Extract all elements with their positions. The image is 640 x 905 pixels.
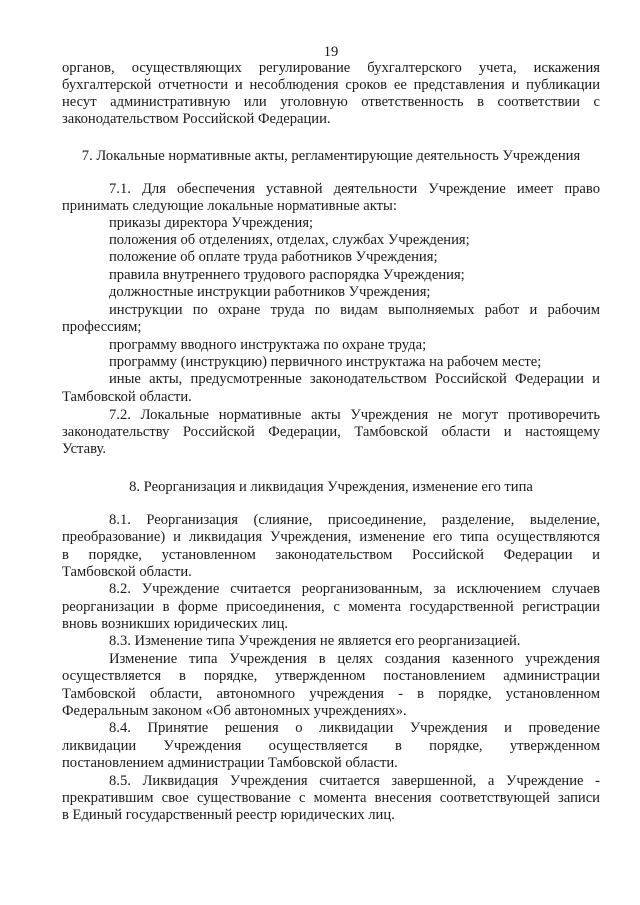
text-line: законодательству Российской Федерации, Тамбовской области и настоящему bbox=[62, 424, 600, 440]
text-line: ликвидации Учреждения осуществляется в порядке, утвержденном bbox=[62, 738, 600, 754]
text-line: Тамбовской области. bbox=[62, 564, 192, 580]
text-line: постановлением администрации Тамбовской области. bbox=[62, 755, 398, 771]
text-line: правила внутреннего трудового распорядка Учреждения; bbox=[109, 267, 465, 283]
page-number: 19 bbox=[323, 44, 339, 60]
text-line: преобразование) и ликвидация Учреждения, изменение его типа осуществляются bbox=[62, 529, 600, 545]
text-line: иные акты, предусмотренные законодательством Российской Федерации и bbox=[109, 371, 600, 387]
text-line: инструкции по охране труда по видам выполняемых работ и рабочим bbox=[109, 302, 600, 318]
text-line: 8.5. Ликвидация Учреждения считается завершенной, а Учреждение - bbox=[109, 773, 600, 789]
text-line: должностные инструкции работников Учреждения; bbox=[109, 284, 431, 300]
text-line: 7.1. Для обеспечения уставной деятельности Учреждение имеет право bbox=[109, 181, 600, 197]
text-line: 8.4. Принятие решения о ликвидации Учреждения и проведение bbox=[109, 720, 600, 736]
text-line: профессиям; bbox=[62, 319, 142, 335]
text-line: вновь возникших юридических лиц. bbox=[62, 616, 289, 632]
text-line: Федеральным законом «Об автономных учреждениях». bbox=[62, 703, 407, 719]
section-heading: 7. Локальные нормативные акты, регламентирующие деятельность Учреждения bbox=[81, 148, 581, 164]
text-line: Изменение типа Учреждения в целях создания казенного учреждения bbox=[109, 651, 600, 667]
text-line: в порядке, установленном законодательством Российской Федерации и bbox=[62, 547, 600, 563]
text-line: принимать следующие локальные нормативные акты: bbox=[62, 198, 397, 214]
text-line: программу (инструкцию) первичного инструктажа на рабочем месте; bbox=[109, 354, 542, 370]
text-line: положение об оплате труда работников Учреждения; bbox=[109, 249, 438, 265]
text-line: Тамбовской области, автономного учреждения - в порядке, установленном bbox=[62, 686, 600, 702]
text-line: осуществляется в порядке, утвержденном постановлением администрации bbox=[62, 668, 600, 684]
text-line: 8.3. Изменение типа Учреждения не является его реорганизацией. bbox=[109, 633, 521, 649]
text-line: 7.2. Локальные нормативные акты Учреждения не могут противоречить bbox=[109, 407, 600, 423]
text-line: реорганизации в форме присоединения, с момента государственной регистрации bbox=[62, 599, 600, 615]
text-line: Тамбовской области. bbox=[62, 389, 192, 405]
text-line: законодательством Российской Федерации. bbox=[62, 111, 331, 127]
text-line: прекратившим свое существование с момента внесения соответствующей записи bbox=[62, 790, 600, 806]
text-line: приказы директора Учреждения; bbox=[109, 215, 314, 231]
text-line: органов, осуществляющих регулирование бухгалтерского учета, искажения bbox=[62, 60, 600, 76]
text-line: в Единый государственный реестр юридических лиц. bbox=[62, 807, 395, 823]
text-line: положения об отделениях, отделах, службах Учреждения; bbox=[109, 232, 470, 248]
text-line: бухгалтерской отчетности и несоблюдения сроков ее представления и публикации bbox=[62, 77, 600, 93]
text-line: 8.1. Реорганизация (слияние, присоединение, разделение, выделение, bbox=[109, 512, 600, 528]
text-line: Уставу. bbox=[62, 441, 106, 457]
section-heading: 8. Реорганизация и ликвидация Учреждения, изменение его типа bbox=[129, 479, 533, 495]
text-line: несут административную или уголовную ответственность в соответствии с bbox=[62, 94, 600, 110]
text-line: 8.2. Учреждение считается реорганизованным, за исключением случаев bbox=[109, 581, 600, 597]
text-line: программу вводного инструктажа по охране труда; bbox=[109, 337, 427, 353]
